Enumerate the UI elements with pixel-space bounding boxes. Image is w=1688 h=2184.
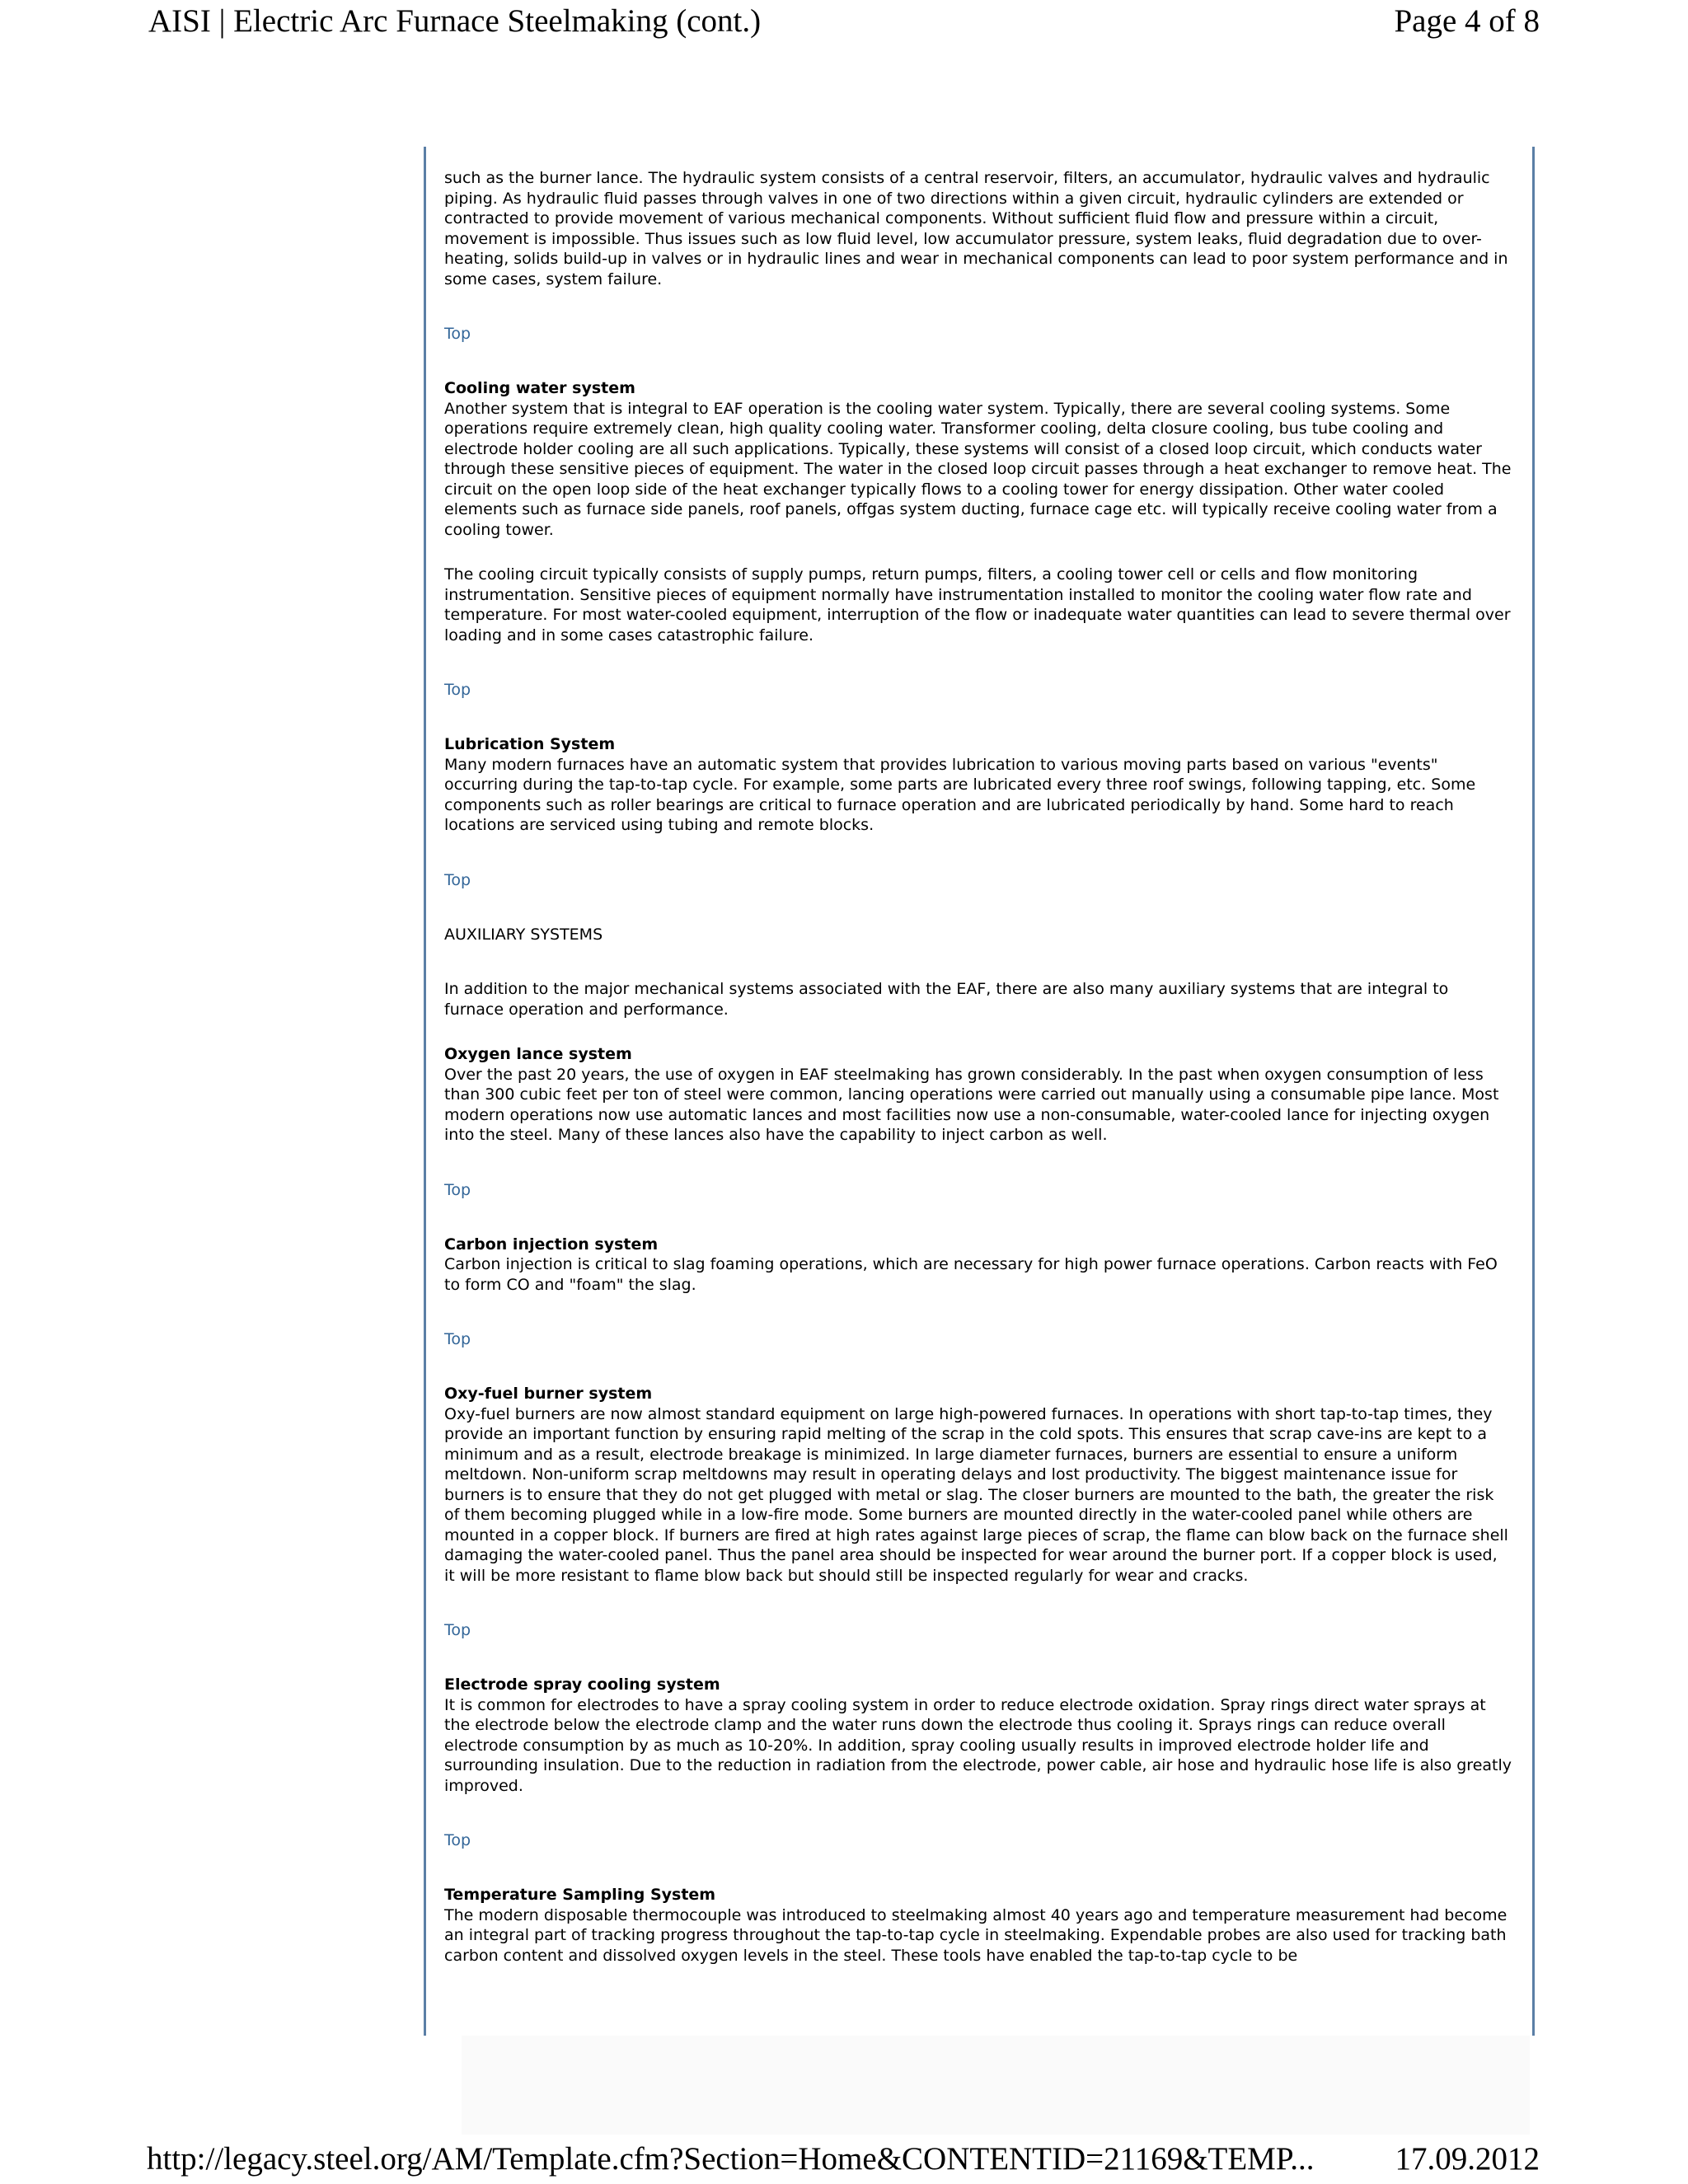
auxiliary-systems-heading: AUXILIARY SYSTEMS	[444, 925, 603, 944]
auxiliary-intro: In addition to the major mechanical systems associated with the EAF, there are also many auxiliary systems that are integral to furnace operation and performance.	[444, 980, 1449, 1019]
top-link[interactable]: Top	[444, 1621, 471, 1639]
top-link[interactable]: Top	[444, 325, 471, 343]
section-title-carbon-injection: Carbon injection system	[444, 1235, 659, 1254]
section-electrode-spray	[444, 1675, 1512, 1796]
section-title-oxy-fuel-burner: Oxy-fuel burner system	[444, 1385, 653, 1403]
footer-date: 17.09.2012	[1395, 2141, 1540, 2177]
section-carbon-injection	[444, 1235, 1512, 1296]
intro-paragraph: such as the burner lance. The hydraulic system consists of a central reservoir, filters, an accumulator, hydraulic valves and hydraulic piping. As hydraulic fluid passes through valves in one of two directions within a given circuit, hydraulic cylinders are extended or contracted to provide movement of various mechanical components. Without sufficient fluid flow and pressure within a circuit, movement is impossible. Thus issues such as low fluid level, low accumulator pressure, system leaks, fluid degradation due to over-heating, solids build-up in valves or in hydraulic lines and wear in mechanical components can lead to poor system performance and in some cases, system failure.	[444, 169, 1508, 288]
top-link[interactable]: Top	[444, 870, 471, 889]
section-title-cooling-water: Cooling water system	[444, 379, 635, 397]
top-link[interactable]: Top	[444, 1330, 471, 1348]
top-link[interactable]: Top	[444, 1180, 471, 1199]
content-frame	[424, 147, 1535, 2036]
section-oxy-fuel-burner	[444, 1384, 1512, 1586]
top-link[interactable]: Top	[444, 681, 471, 699]
section-title-electrode-spray: Electrode spray cooling system	[444, 1675, 720, 1694]
section-paragraph: Carbon injection is critical to slag foaming operations, which are necessary for high power furnace operations. Carbon reacts with FeO to form CO and "foam" the slag.	[444, 1255, 1498, 1294]
page-title: AISI | Electric Arc Furnace Steelmaking (cont.)	[148, 3, 762, 39]
section-oxygen-lance	[444, 1044, 1512, 1146]
section-title-temperature-sampling: Temperature Sampling System	[444, 1886, 716, 1904]
section-temperature-sampling	[444, 1885, 1512, 1966]
section-lubrication	[444, 734, 1512, 836]
top-link[interactable]: Top	[444, 1831, 471, 1849]
page-indicator: Page 4 of 8	[1394, 3, 1540, 39]
section-paragraph: Over the past 20 years, the use of oxygen in EAF steelmaking has grown considerably. In the past when oxygen consumption of less than 300 cubic feet per ton of steel were common, lancing operations were carried out manually using a consumable pipe lance. Most modern operations now use automatic lances and most facilities now use a non-consumable, water-cooled lance for injecting oxygen into the steel. Many of these lances also have the capability to inject carbon as well.	[444, 1065, 1499, 1144]
section-paragraph: The cooling circuit typically consists of supply pumps, return pumps, filters, a cooling tower cell or cells and flow monitoring instrumentation. Sensitive pieces of equipment normally have instrumentation installed to monitor the cooling water flow rate and temperature. For most water-cooled equipment, interruption of the flow or inadequate water quantities can lead to severe thermal over loading and in some cases catastrophic failure.	[444, 565, 1511, 644]
section-paragraph: Many modern furnaces have an automatic system that provides lubrication to various moving parts based on various "events" occurring during the tap-to-tap cycle. For example, some parts are lubricated every three roof swings, following tapping, etc. Some components such as roller bearings are critical to furnace operation and are lubricated periodically by hand. Some hard to reach locations are serviced using tubing and remote blocks.	[444, 755, 1476, 834]
section-paragraph: It is common for electrodes to have a spray cooling system in order to reduce electrode oxidation. Spray rings direct water sprays at the electrode below the electrode clamp and the water runs down the electrode thus cooling it. Sprays rings can reduce overall electrode consumption by as much as 10-20%. In addition, spray cooling usually results in improved electrode holder life and surrounding insulation. Due to the reduction in radiation from the electrode, power cable, air hose and hydraulic hose life is also greatly improved.	[444, 1695, 1512, 1795]
bottom-fade	[462, 2036, 1530, 2135]
section-paragraph: The modern disposable thermocouple was introduced to steelmaking almost 40 years ago and temperature measurement had become an integral part of tracking progress throughout the tap-to-tap cycle in steelmaking. Expendable probes are also used for tracking bath carbon content and dissolved oxygen levels in the steel. These tools have enabled the tap-to-tap cycle to be	[444, 1905, 1507, 1965]
footer-url: http://legacy.steel.org/AM/Template.cfm?Section=Home&CONTENTID=21169&TEMP...	[147, 2141, 1315, 2177]
article-body[interactable]	[444, 168, 1512, 1966]
section-title-lubrication: Lubrication System	[444, 735, 616, 753]
section-paragraph: Another system that is integral to EAF operation is the cooling water system. Typically, there are several cooling systems. Some operations require extremely clean, high quality cooling water. Transformer cooling, delta closure cooling, bus tube cooling and electrode holder cooling are all such applications. Typically, these systems will consist of a closed loop circuit, which conducts water through these sensitive pieces of equipment. The water in the closed loop circuit passes through a heat exchanger to remove heat. The circuit on the open loop side of the heat exchanger typically flows to a cooling tower for energy dissipation. Other water cooled elements such as furnace side panels, roof panels, offgas system ducting, furnace cage etc. will typically receive cooling water from a cooling tower.	[444, 399, 1512, 539]
section-cooling-water	[444, 378, 1512, 645]
section-title-oxygen-lance: Oxygen lance system	[444, 1045, 632, 1063]
page-footer	[0, 2139, 1688, 2184]
section-paragraph: Oxy-fuel burners are now almost standard equipment on large high-powered furnaces. In operations with short tap-to-tap times, they provide an important function by ensuring rapid melting of the scrap in the cold spots. This ensures that scrap cave-ins are kept to a minimum and as a result, electrode breakage is minimized. In large diameter furnaces, burners are essential to ensure a uniform meltdown. Non-uniform scrap meltdowns may result in operating delays and lost productivity. The biggest maintenance issue for burners is to ensure that they do not get plugged with metal or slag. The closer burners are mounted to the bath, the greater the risk of them becoming plugged while in a low-fire mode. Some burners are mounted directly in the water-cooled panel while others are mounted in a copper block. If burners are fired at high rates against large pieces of scrap, the flame can blow back on the furnace shell damaging the water-cooled panel. Thus the panel area should be inspected for wear around the burner port. If a copper block is used, it will be more resistant to flame blow back but should still be inspected regularly for wear and cracks.	[444, 1404, 1508, 1585]
page-header	[0, 0, 1688, 49]
